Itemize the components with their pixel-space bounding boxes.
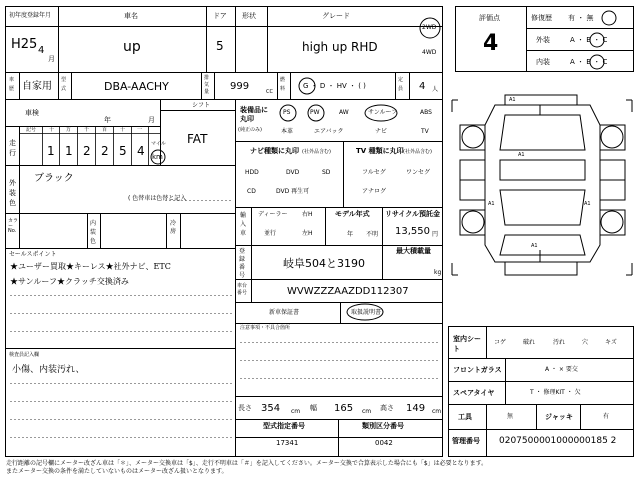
height-value: 149 xyxy=(406,403,426,414)
drive-4wd: 4WD xyxy=(422,49,437,56)
import-dealer: ディーラー xyxy=(258,211,288,218)
equip-pw: PW xyxy=(310,109,320,116)
digit-100k: 1 xyxy=(47,144,55,158)
inspector-label: 検査員記入欄 xyxy=(9,352,40,358)
fuel-options: G ・ D ・ HV ・ ( ) xyxy=(303,82,366,90)
seat-hole: 穴 xyxy=(582,339,589,346)
color-note: ( 色替車は色替と記入 xyxy=(128,195,187,202)
navi-title: ナビ種類に丸印 xyxy=(250,147,299,155)
equip-ps: PS xyxy=(283,109,291,116)
equip-aw: AW xyxy=(339,109,349,116)
sales-point-line2: ★サンルーフ★クラッチ交換済み xyxy=(10,277,129,286)
use-label: 車歴 xyxy=(9,77,15,92)
import-right-h: 右H xyxy=(302,211,313,218)
width-unit: cm xyxy=(362,408,372,415)
registration-label: 登録番号 xyxy=(239,248,246,279)
management-label: 管理番号 xyxy=(452,437,480,445)
grade-value: high up RHD xyxy=(302,40,378,54)
displacement-label: 排気量 xyxy=(204,75,210,95)
distance-label: 走行 xyxy=(9,139,16,157)
length-label: 長さ xyxy=(238,404,252,412)
col-header-10: 十 xyxy=(120,127,126,133)
col-header-10k: 万 xyxy=(66,127,72,133)
color-no-label: カラー No. xyxy=(8,218,19,234)
model-label: 型式 xyxy=(61,77,67,92)
col-header-1k: 千 xyxy=(84,127,90,133)
management-value: 0207500001000000185 2 xyxy=(499,436,617,446)
model-cert-label: 型式指定番号 xyxy=(263,422,305,430)
col-header-symbol: 記号 xyxy=(26,127,37,133)
car-diagram xyxy=(452,95,632,275)
spare-tire-options: T ・ 修理KIT ・ 欠 xyxy=(530,389,581,396)
reg-month-unit: 月 xyxy=(48,55,55,63)
recycle-unit: 円 xyxy=(432,231,439,238)
damage-mark-front: A1 xyxy=(509,97,516,103)
score-label: 評価点 xyxy=(479,14,500,22)
inspection-month-unit: 月 xyxy=(148,116,155,124)
import-parallel: 並行 xyxy=(264,230,277,237)
sales-point-line1: ★ユーザー買取★キーレス★社外ナビ、ETC xyxy=(10,262,171,271)
footer-line2: またメーター交換の条件を満たしていないものはメーター改ざん扱いとなります。 xyxy=(6,468,228,475)
digit-10k: 1 xyxy=(65,144,73,158)
jack-label: ジャッキ xyxy=(545,413,573,421)
interior-label: 内装 xyxy=(536,58,550,66)
height-label: 高さ xyxy=(380,404,394,412)
capacity-unit: 人 xyxy=(432,86,439,93)
tv-oneseg: ワンセグ xyxy=(406,169,431,176)
exterior-options: A ・ B ・ C xyxy=(570,36,608,44)
class-label: 類別区分番号 xyxy=(362,422,404,430)
fuel-label: 燃料 xyxy=(280,77,286,92)
digit-10: 5 xyxy=(119,144,127,158)
shift-label: シフト xyxy=(192,102,211,109)
load-label: 最大積載量 xyxy=(396,247,431,255)
navi-dvd: DVD xyxy=(286,169,300,176)
aircon-label: 冷房 xyxy=(170,220,177,235)
tv-fullseg: フルセグ xyxy=(362,169,386,176)
damage-mark-rear: A1 xyxy=(531,243,538,249)
chassis-label: 車台番号 xyxy=(237,283,248,296)
damage-mark-right: A1 xyxy=(584,201,591,207)
manual-label: 取扱説明書 xyxy=(351,309,382,316)
navi-hdd: HDD xyxy=(245,169,259,176)
recycle-label: リサイクル預託金 xyxy=(385,210,441,218)
tools-label: 工具 xyxy=(458,413,472,421)
import-label: 輸入車 xyxy=(240,212,247,237)
unit-km: km xyxy=(152,153,163,161)
color-value: ブラック xyxy=(34,173,74,184)
digit-1k: 2 xyxy=(83,144,91,158)
tv-title: TV 種類に丸印 xyxy=(356,147,404,155)
drive-2wd: 2WD xyxy=(422,24,437,31)
registration-value: 岐阜504と3190 xyxy=(283,257,365,270)
repair-options: 有 ・ 無 xyxy=(568,14,594,22)
doors-label: ドア xyxy=(213,12,227,20)
col-header-100: 百 xyxy=(102,127,108,133)
model-year-unknown: 不明 xyxy=(366,231,379,238)
length-unit: cm xyxy=(291,408,301,415)
inspection-year-unit: 年 xyxy=(104,116,111,124)
chassis-value: WVWZZZAAZDD112307 xyxy=(287,286,409,297)
width-label: 幅 xyxy=(310,404,317,412)
displacement-value: 999 xyxy=(230,81,250,92)
equip-leather: 本革 xyxy=(281,128,294,135)
equip-sunroof: サンルーフ xyxy=(368,109,398,116)
inspector-line1: 小傷、内装汚れ、 xyxy=(12,365,85,375)
col-header-1: 一 xyxy=(137,127,143,133)
footer-line1: 走行距離の記号欄にメーター改ざん車は「＊」、メーター交換車は「$」、走行不明車は「＃」を記入してください。メーター交換で合算表示した場合にも「$」は必要となります。 xyxy=(6,460,488,467)
equipment-title: 装備品に丸印 xyxy=(240,106,268,123)
import-left-h: 左H xyxy=(302,230,313,237)
seat-burn: コゲ xyxy=(494,339,507,346)
warranty-label: 新車保証書 xyxy=(269,309,300,316)
recycle-value: 13,550 xyxy=(395,226,430,237)
jack-value: 有 xyxy=(603,413,610,420)
length-value: 354 xyxy=(261,403,281,414)
cc-unit: CC xyxy=(266,89,273,95)
capacity-label: 定員 xyxy=(398,77,404,92)
reg-year-label: 初年度登録年月 xyxy=(9,12,52,19)
capacity-value: 4 xyxy=(419,81,426,92)
shift-value: FAT xyxy=(187,132,208,146)
score-value: 4 xyxy=(483,31,499,56)
repair-none-circle xyxy=(602,11,616,25)
car-name-value: up xyxy=(123,39,141,55)
car-name-label: 車名 xyxy=(124,12,138,20)
navi-sd: SD xyxy=(322,169,331,176)
damage-mark-left: A1 xyxy=(488,201,495,207)
tools-value: 無 xyxy=(507,413,514,420)
interior-color-label: 内装色 xyxy=(90,220,97,245)
navi-cd: CD xyxy=(247,188,256,195)
equip-tv: TV xyxy=(421,128,429,135)
equip-abs: ABS xyxy=(420,109,432,116)
seat-tear: 破れ xyxy=(523,339,536,346)
exterior-label: 外装 xyxy=(536,36,550,44)
equip-airbag: エアバック xyxy=(314,128,344,135)
repair-label: 修復歴 xyxy=(531,14,552,22)
seat-stain: 汚れ xyxy=(553,339,566,346)
equip-navi: ナビ xyxy=(375,128,388,135)
reg-month-value: 4 xyxy=(38,45,45,56)
class-value: 0042 xyxy=(375,439,393,447)
damage-mark-hood: A1 xyxy=(518,152,525,158)
sales-point-label: セールスポイント xyxy=(9,251,57,258)
model-value: DBA-AACHY xyxy=(104,80,169,93)
front-glass-label: フロントガラス xyxy=(453,366,502,374)
digit-100: 2 xyxy=(101,144,109,158)
doors-value: 5 xyxy=(216,39,224,53)
model-year-label: モデル年式 xyxy=(335,210,370,218)
width-value: 165 xyxy=(334,403,354,414)
col-header-100k: 十 xyxy=(49,127,55,133)
navi-note: (社外品含む) xyxy=(302,149,331,155)
model-cert-value: 17341 xyxy=(276,439,299,447)
interior-options: A ・ B ・ C xyxy=(570,58,608,66)
height-unit: cm xyxy=(432,408,442,415)
seat-scratch: キズ xyxy=(605,339,617,346)
inspection-label: 車検 xyxy=(25,109,39,117)
unit-mile: マイル xyxy=(151,141,166,147)
load-unit: kg xyxy=(434,269,442,276)
reg-year-value: H25 xyxy=(11,37,38,52)
equipment-subtitle: (純正のみ) xyxy=(238,127,262,133)
tv-analog: アナログ xyxy=(362,188,387,195)
front-glass-options: A ・ × 要交 xyxy=(545,366,578,373)
navi-dvd-playback: DVD 再生可 xyxy=(276,188,310,195)
spare-tire-label: スペアタイヤ xyxy=(453,389,495,397)
use-value: 自家用 xyxy=(22,81,52,92)
grade-label: グレード xyxy=(322,12,350,20)
digit-1: 4 xyxy=(137,144,145,158)
shape-label: 形状 xyxy=(242,12,256,20)
tv-note: (社外品含む) xyxy=(403,149,432,155)
notes-label: 注意事項・不具合箇所 xyxy=(240,325,291,331)
model-year-year: 年 xyxy=(347,231,354,238)
interior-seat-label: 室内シート xyxy=(453,335,481,353)
color-label: 外装色 xyxy=(9,179,16,207)
